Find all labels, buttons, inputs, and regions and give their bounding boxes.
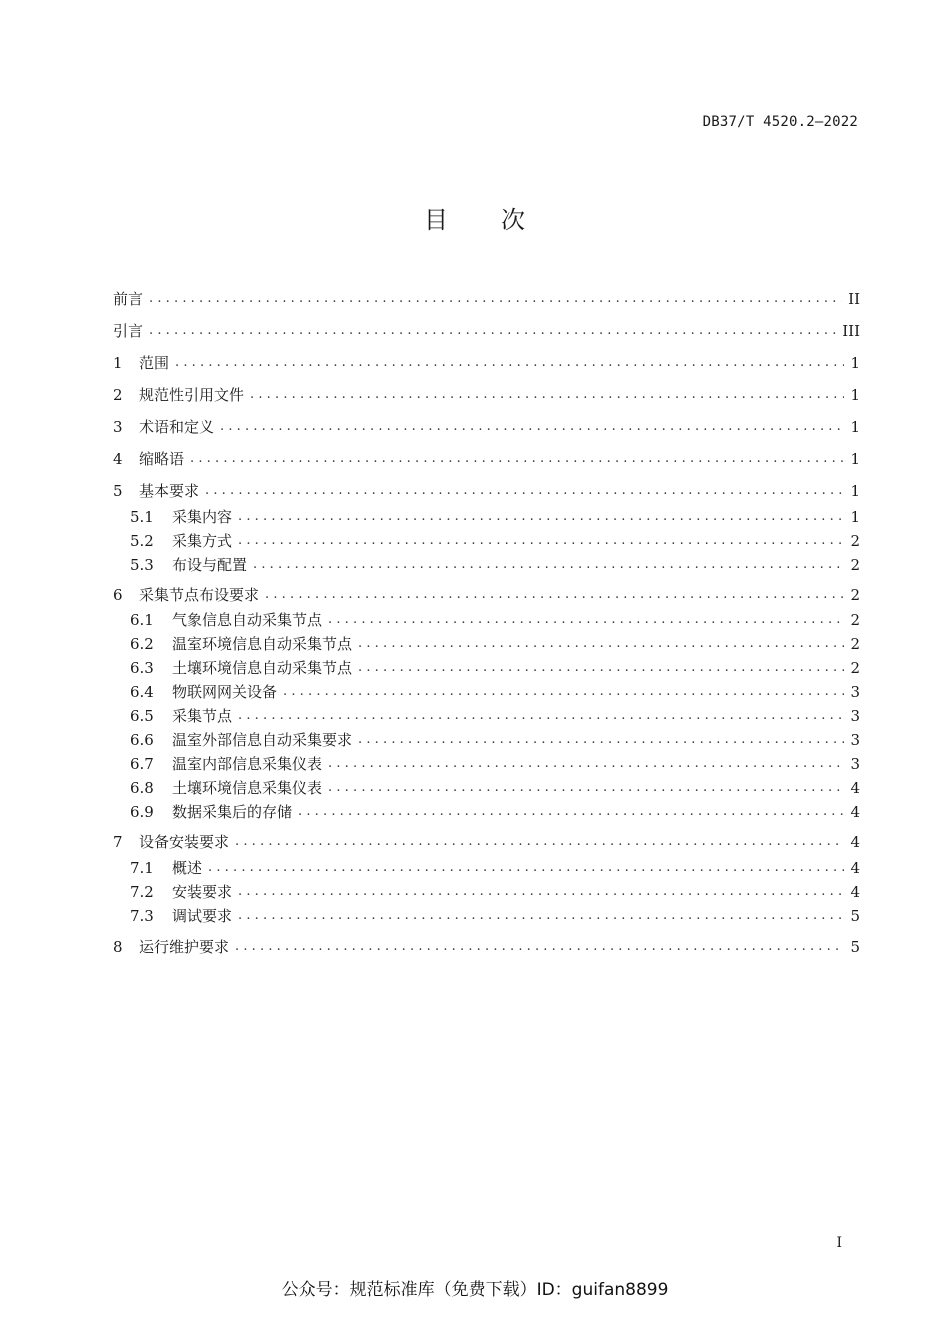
toc-entry-number: 6.2 xyxy=(130,635,154,653)
toc-entry-number: 6.4 xyxy=(130,683,154,701)
toc-entry-page: 2 xyxy=(850,659,860,677)
toc-entry-label: 缩略语 xyxy=(139,450,185,468)
toc-entry-number: 7.1 xyxy=(130,859,154,877)
toc-entry-number: 6.9 xyxy=(130,803,154,821)
toc-entry-label: 采集节点布设要求 xyxy=(139,586,260,604)
toc-entry-page: 4 xyxy=(850,779,860,797)
toc-entry-number: 2 xyxy=(113,386,123,404)
toc-entry[interactable] xyxy=(130,882,860,902)
toc-entry[interactable] xyxy=(130,802,860,822)
toc-entry-label: 引言 xyxy=(113,322,144,340)
toc-entry-number: 5.1 xyxy=(130,508,154,526)
toc-leader-dots xyxy=(220,417,844,437)
toc-entry[interactable] xyxy=(113,832,860,852)
toc-leader-dots xyxy=(238,531,844,551)
toc-entry[interactable] xyxy=(130,555,860,575)
toc-entry-page: 2 xyxy=(850,635,860,653)
toc-entry-number: 7.3 xyxy=(130,907,154,925)
toc-entry[interactable] xyxy=(130,507,860,527)
toc-entry-number: 8 xyxy=(113,938,123,956)
toc-entry-page: 1 xyxy=(850,450,860,468)
toc-leader-dots xyxy=(358,634,844,654)
toc-entry-label: 土壤环境信息自动采集节点 xyxy=(172,659,353,677)
toc-entry-number: 7.2 xyxy=(130,883,154,901)
toc-entry-label: 规范性引用文件 xyxy=(139,386,245,404)
toc-entry-label: 基本要求 xyxy=(139,482,200,500)
toc-entry[interactable] xyxy=(130,754,860,774)
toc-entry-number: 1 xyxy=(113,354,123,372)
toc-entry[interactable] xyxy=(113,449,860,469)
toc-entry-label: 术语和定义 xyxy=(139,418,215,436)
toc-leader-dots xyxy=(328,754,844,774)
toc-entry-label: 范围 xyxy=(139,354,170,372)
toc-leader-dots xyxy=(283,682,844,702)
toc-entry-label: 布设与配置 xyxy=(172,556,248,574)
toc-entry[interactable] xyxy=(113,585,860,605)
toc-entry-page: III xyxy=(842,322,860,340)
toc-entry[interactable] xyxy=(113,321,860,341)
toc-entry[interactable] xyxy=(130,858,860,878)
toc-leader-dots xyxy=(235,832,844,852)
toc-entry-page: 4 xyxy=(850,883,860,901)
toc-entry[interactable] xyxy=(130,634,860,654)
toc-entry-page: 2 xyxy=(850,611,860,629)
toc-entry-number: 3 xyxy=(113,418,123,436)
toc-entry[interactable] xyxy=(130,531,860,551)
toc-entry[interactable] xyxy=(113,385,860,405)
toc-entry-label: 概述 xyxy=(172,859,203,877)
toc-entry-label: 采集节点 xyxy=(172,707,233,725)
toc-entry-page: 4 xyxy=(850,859,860,877)
toc-entry-page: 1 xyxy=(850,482,860,500)
toc-entry[interactable] xyxy=(130,658,860,678)
toc-entry-label: 前言 xyxy=(113,290,144,308)
footer-watermark: 公众号：规范标准库（免费下载）ID：guifan8899 xyxy=(281,1280,669,1300)
toc-title-char-1: 目 xyxy=(424,206,449,234)
toc-entry[interactable] xyxy=(113,937,860,957)
toc-entry-label: 采集方式 xyxy=(172,532,233,550)
toc-entry[interactable] xyxy=(130,706,860,726)
toc-entry-label: 土壤环境信息采集仪表 xyxy=(172,779,323,797)
toc-entry-label: 数据采集后的存储 xyxy=(172,803,293,821)
toc-entry-page: II xyxy=(848,290,860,308)
toc-leader-dots xyxy=(238,706,844,726)
toc-entry[interactable] xyxy=(113,417,860,437)
toc-leader-dots xyxy=(253,555,844,575)
toc-entry-number: 6.5 xyxy=(130,707,154,725)
toc-entry-number: 5 xyxy=(113,482,123,500)
toc-entry-label: 运行维护要求 xyxy=(139,938,230,956)
toc-title xyxy=(0,200,950,235)
toc-leader-dots xyxy=(149,321,836,341)
toc-entry-number: 6.8 xyxy=(130,779,154,797)
standard-code: DB37/T 4520.2—2022 xyxy=(702,114,858,130)
toc-entry[interactable] xyxy=(130,778,860,798)
toc-leader-dots xyxy=(208,858,844,878)
toc-entry-page: 1 xyxy=(850,508,860,526)
toc-title-char-2: 次 xyxy=(501,206,526,234)
toc-entry-number: 7 xyxy=(113,833,123,851)
toc-entry[interactable] xyxy=(130,906,860,926)
toc-entry-page: 2 xyxy=(850,556,860,574)
toc-leader-dots xyxy=(238,882,844,902)
toc-entry-number: 6 xyxy=(113,586,123,604)
toc-leader-dots xyxy=(298,802,844,822)
page-number: I xyxy=(836,1235,842,1251)
toc-entry-number: 6.1 xyxy=(130,611,154,629)
toc-leader-dots xyxy=(250,385,844,405)
toc-entry-page: 3 xyxy=(850,683,860,701)
toc-entry-page: 2 xyxy=(850,586,860,604)
toc-leader-dots xyxy=(205,481,844,501)
toc-entry[interactable] xyxy=(130,610,860,630)
toc-leader-dots xyxy=(235,937,844,957)
toc-entry-number: 6.3 xyxy=(130,659,154,677)
toc-leader-dots xyxy=(328,610,844,630)
toc-entry[interactable] xyxy=(113,289,860,309)
toc-entry-page: 3 xyxy=(850,731,860,749)
toc-entry-page: 1 xyxy=(850,418,860,436)
toc-leader-dots xyxy=(149,289,842,309)
toc-entry-page: 4 xyxy=(850,833,860,851)
toc-entry[interactable] xyxy=(130,730,860,750)
toc-leader-dots xyxy=(358,730,844,750)
toc-leader-dots xyxy=(238,507,844,527)
toc-entry-page: 4 xyxy=(850,803,860,821)
toc-entry[interactable] xyxy=(113,353,860,373)
toc-entry-label: 采集内容 xyxy=(172,508,233,526)
toc-entry[interactable] xyxy=(130,682,860,702)
toc-entry-label: 温室外部信息自动采集要求 xyxy=(172,731,353,749)
toc-entry-label: 物联网网关设备 xyxy=(172,683,278,701)
toc-leader-dots xyxy=(358,658,844,678)
toc-entry-page: 3 xyxy=(850,707,860,725)
toc-entry-page: 3 xyxy=(850,755,860,773)
toc-leader-dots xyxy=(175,353,844,373)
toc-entry-page: 1 xyxy=(850,386,860,404)
toc-entry-label: 气象信息自动采集节点 xyxy=(172,611,323,629)
toc-entry[interactable] xyxy=(113,481,860,501)
toc-entry-label: 安装要求 xyxy=(172,883,233,901)
toc-entry-number: 5.2 xyxy=(130,532,154,550)
toc-entry-page: 5 xyxy=(850,938,860,956)
toc-leader-dots xyxy=(265,585,844,605)
toc-entry-label: 设备安装要求 xyxy=(139,833,230,851)
toc-entry-page: 1 xyxy=(850,354,860,372)
toc-entry-label: 温室环境信息自动采集节点 xyxy=(172,635,353,653)
toc-entry-label: 调试要求 xyxy=(172,907,233,925)
toc-leader-dots xyxy=(238,906,844,926)
toc-entry-number: 6.6 xyxy=(130,731,154,749)
toc-leader-dots xyxy=(328,778,844,798)
toc-leader-dots xyxy=(190,449,844,469)
toc-entry-number: 6.7 xyxy=(130,755,154,773)
toc-entry-number: 5.3 xyxy=(130,556,154,574)
toc-entry-page: 5 xyxy=(850,907,860,925)
toc-entry-page: 2 xyxy=(850,532,860,550)
toc-entry-label: 温室内部信息采集仪表 xyxy=(172,755,323,773)
toc-entry-number: 4 xyxy=(113,450,123,468)
